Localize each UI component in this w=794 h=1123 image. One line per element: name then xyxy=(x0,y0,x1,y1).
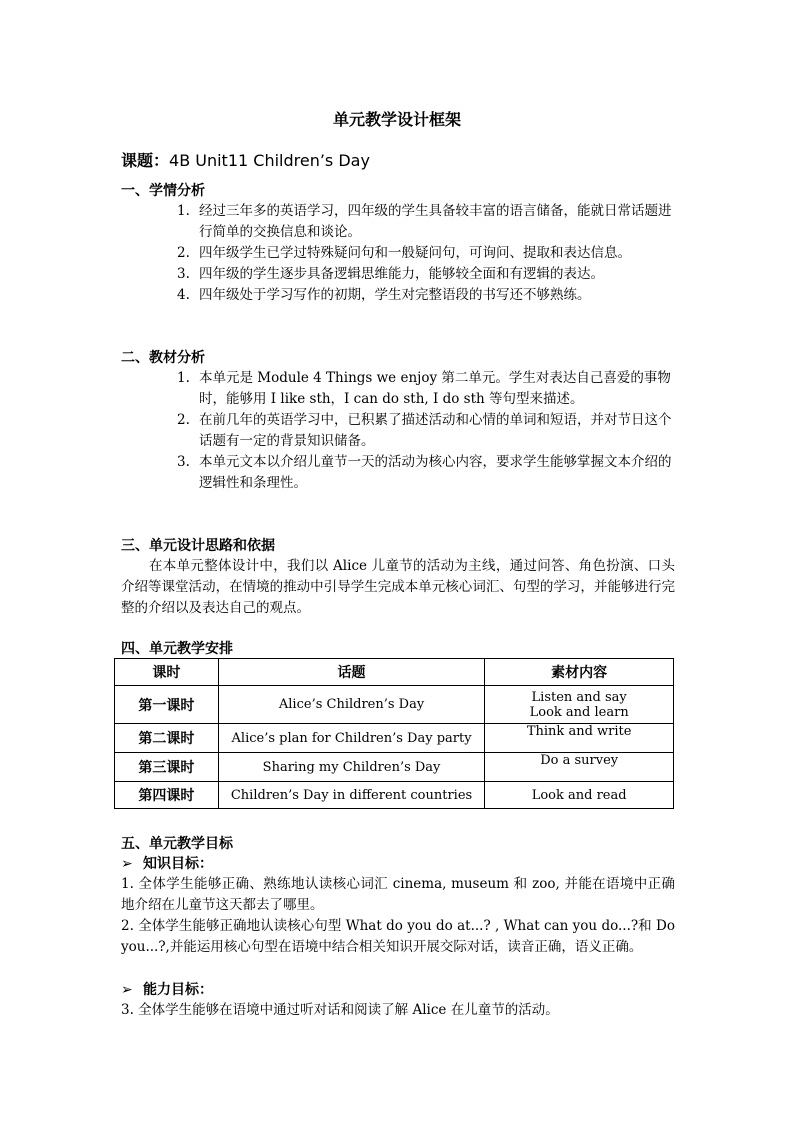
item-text: 四年级处于学习写作的初期，学生对完整语段的书写还不够熟练。 xyxy=(199,287,591,303)
lesson-cell: 第二课时 xyxy=(115,724,219,753)
subheading-ability-goals xyxy=(121,979,213,999)
column-header: 素材内容 xyxy=(485,659,674,686)
list-item xyxy=(177,285,675,306)
list-item xyxy=(177,452,675,494)
item-number: 4. xyxy=(177,287,190,303)
learner-analysis-list xyxy=(177,201,675,306)
document-title: 单元教学设计框架 xyxy=(332,110,461,129)
section-heading-material-analysis: 二、教材分析 xyxy=(121,350,205,366)
lesson-cell: 第三课时 xyxy=(115,753,219,782)
item-text: 在前几年的英语学习中，已积累了描述活动和心情的单词和短语，并对节日这个话题有一定的背景知识储备。 xyxy=(199,412,672,449)
table-row xyxy=(115,782,674,809)
item-text: 四年级的学生逐步具备逻辑思维能力，能够较全面和有逻辑的表达。 xyxy=(199,266,604,282)
objective-paragraph: 3. 全体学生能够在语境中通过听对话和阅读了解 Alice 在儿童节的活动。 xyxy=(121,1002,559,1018)
objective-paragraph: 2. 全体学生能够正确地认读核心句型 What do you do at...? , What can you do...?和 Do you...?,并能运用核心句型在语境中结合相关知识开展交际对话，读音正确，语义正确。 xyxy=(121,918,675,955)
table-row xyxy=(115,686,674,724)
column-header: 课时 xyxy=(115,659,219,686)
material-cell: Do a survey xyxy=(485,753,674,782)
design-rationale-paragraph: 在本单元整体设计中，我们以 Alice 儿童节的活动为主线，通过问答、角色扮演、口头介绍等课堂活动，在情境的推动中引导学生完成本单元核心词汇、句型的学习，并能够进行完整的介绍以及表达自己的观点。 xyxy=(121,558,675,616)
section-heading-teaching-objectives: 五、单元教学目标 xyxy=(121,836,233,852)
material-line: Listen and say xyxy=(531,689,627,705)
material-analysis-list xyxy=(177,368,675,494)
list-item xyxy=(177,264,675,285)
lesson-label: 课题： xyxy=(121,151,170,170)
topic-cell: Children’s Day in different countries xyxy=(218,782,485,809)
section-heading-learner-analysis: 一、学情分析 xyxy=(121,183,205,199)
schedule-table xyxy=(114,658,674,809)
subheading-label: 知识目标： xyxy=(143,856,213,872)
subheading-label: 能力目标： xyxy=(143,982,213,998)
column-header: 话题 xyxy=(218,659,485,686)
item-text: 四年级学生已学过特殊疑问句和一般疑问句，可询问、提取和表达信息。 xyxy=(199,245,631,261)
lesson-name: 4B Unit11 Children’s Day xyxy=(169,151,370,170)
item-number: 3. xyxy=(177,266,190,282)
item-number: 3. xyxy=(177,454,190,470)
item-text: 经过三年多的英语学习，四年级的学生具备较丰富的语言储备，能就日常话题进行简单的交换信息和谈论。 xyxy=(199,203,672,240)
material-line: Look and learn xyxy=(529,704,629,720)
topic-cell: Alice’s plan for Children’s Day party xyxy=(218,724,485,753)
item-text: 本单元文本以介绍儿童节一天的活动为核心内容，要求学生能够掌握文本介绍的逻辑性和条理性。 xyxy=(199,454,672,491)
section-heading-teaching-schedule: 四、单元教学安排 xyxy=(121,641,233,657)
material-cell: Look and read xyxy=(485,782,674,809)
item-number: 2. xyxy=(177,412,190,428)
objective-paragraph: 1. 全体学生能够正确、熟练地认读核心词汇 cinema, museum 和 zoo, 并能在语境中正确地介绍在儿童节这天都去了哪里。 xyxy=(121,876,675,913)
lesson-cell: 第一课时 xyxy=(115,686,219,724)
item-number: 2. xyxy=(177,245,190,261)
list-item xyxy=(177,243,675,264)
material-cell xyxy=(485,686,674,724)
subheading-knowledge-goals xyxy=(121,853,213,873)
item-text: 本单元是 Module 4 Things we enjoy 第二单元。学生对表达自己喜爱的事物时，能够用 I like sth，I can do sth, I do sth 等句型来描述。 xyxy=(199,370,671,407)
table-row xyxy=(115,753,674,782)
arrow-bullet-icon: ➢ xyxy=(121,982,133,998)
list-item xyxy=(177,368,675,410)
item-number: 1. xyxy=(177,370,190,386)
topic-cell: Alice’s Children’s Day xyxy=(218,686,485,724)
arrow-bullet-icon: ➢ xyxy=(121,856,133,872)
lesson-cell: 第四课时 xyxy=(115,782,219,809)
item-number: 1. xyxy=(177,203,190,219)
section-heading-design-rationale: 三、单元设计思路和依据 xyxy=(121,538,275,554)
material-cell: Think and write xyxy=(485,724,674,753)
list-item xyxy=(177,201,675,243)
table-row xyxy=(115,724,674,753)
lesson-title xyxy=(121,148,370,171)
list-item xyxy=(177,410,675,452)
topic-cell: Sharing my Children’s Day xyxy=(218,753,485,782)
table-header-row xyxy=(115,659,674,686)
